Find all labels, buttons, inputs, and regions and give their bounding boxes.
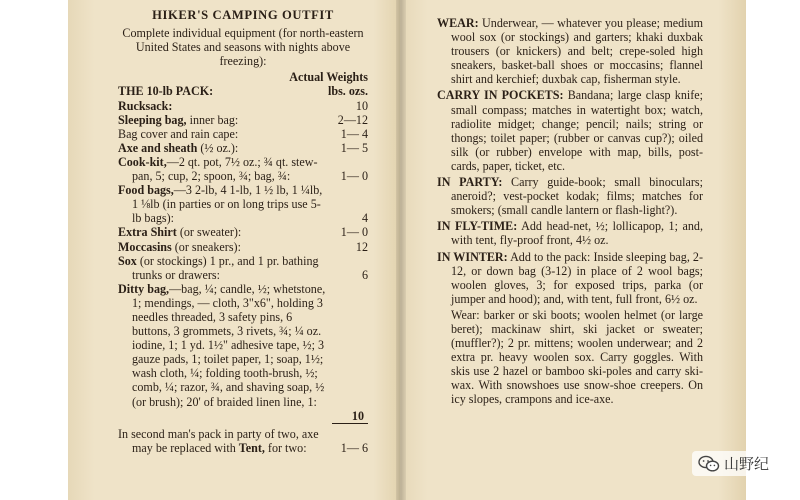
section-winter <box>437 250 703 306</box>
watermark <box>692 451 775 476</box>
wechat-icon <box>698 455 720 473</box>
item-text: (or sweater): <box>176 225 242 240</box>
item-name: Extra Shirt <box>118 225 177 240</box>
section-text: Add to the pack: Inside sleeping bag, 2-12, or down bag (3-12) in place of 2 wool bags; woolen gloves, 3; for exposed trips, parka (or jumper and hood); and, with tent, full front, 6½ oz. <box>451 249 703 306</box>
section-text: Underwear, — whatever you please; medium wool sox (or stockings) and garters; khaki duxbak trousers (or knickers) and belt; crepe-soled high sneakers, basket-ball shoes or moccasins; flannel shirt and kerchief; duxbak cap, fisherman style. <box>451 16 703 87</box>
item-weight: 6 <box>361 267 368 282</box>
section-heading: WEAR: <box>437 16 479 30</box>
tent-text: for two: <box>264 440 307 455</box>
section-wear <box>437 16 703 86</box>
list-item <box>118 113 368 127</box>
section-pockets <box>437 88 703 173</box>
list-item <box>118 127 368 141</box>
tent-name: Tent, <box>238 440 265 455</box>
list-item <box>118 141 368 155</box>
page-title: HIKER'S CAMPING OUTFIT <box>152 8 334 22</box>
section-heading: IN FLY-TIME: <box>437 219 518 234</box>
item-name: Sleeping bag, <box>118 112 187 127</box>
item-weight: 1— 0 <box>340 169 368 184</box>
second-man-note <box>118 427 368 455</box>
item-name: Axe and sheath <box>118 140 198 155</box>
item-text: (or sneakers): <box>171 239 241 254</box>
item-name: Moccasins <box>118 239 172 254</box>
item-text: —2 qt. pot, 7½ oz.; ¾ qt. stew-pan, 5; cup, 2; spoon, ¾; bag, ¾: <box>132 154 318 184</box>
list-item <box>118 240 368 254</box>
item-weight: 1— 0 <box>340 225 368 240</box>
item-name: Cook-kit, <box>118 154 167 169</box>
list-item <box>118 282 368 409</box>
pack-total-value: 10 <box>332 409 368 424</box>
section-fly-time <box>437 219 703 247</box>
item-text: inner bag: <box>186 112 239 127</box>
item-text: (½ oz.): <box>197 140 239 155</box>
list-item <box>118 225 368 239</box>
pack-header-row <box>118 84 368 98</box>
pack-header: THE 10-lb PACK: <box>118 84 214 99</box>
item-weight: 2—12 <box>337 112 368 127</box>
watermark-text: 山野纪 <box>724 455 770 473</box>
item-name: Sox <box>118 253 137 268</box>
section-text: Bandana; large clasp knife; small compass; matches in watertight box; watch, radiolite midget; change; pencil; nails; string or thongs; toilet paper; (rubber or canvas cup?); oiled silk (or rubber) envelope with map, bills, post-cards, paper, ticket, etc. <box>451 88 703 173</box>
actual-weights-heading: Actual Weights <box>289 70 368 85</box>
section-text: Add head-net, ½; lollicapop, 1; and, with tent, fly-proof front, 4½ oz. <box>451 219 703 248</box>
item-name: Rucksack: <box>118 98 173 113</box>
section-heading: CARRY IN POCKETS: <box>437 88 564 103</box>
list-item <box>118 254 368 282</box>
right-page-content <box>437 16 703 409</box>
item-weight: 1— 4 <box>340 126 368 141</box>
second-man-text: In second man's pack in party of two, axe may be replaced with <box>118 426 319 455</box>
pack-units: lbs. ozs. <box>328 84 368 99</box>
item-text: (or stockings) 1 pr., and 1 pr. bathing trunks or drawers: <box>132 253 319 282</box>
intro-text: Complete individual equipment (for north-eastern United States and seasons with nights above freezing): <box>122 26 364 69</box>
item-text: —bag, ¼; candle, ½; whetstone, 1; mendings, — cloth, 3"x6", holding 3 needles threaded, 3 safety pins, 6 buttons, 3 grommets, 3 rivets, ¾; ¼ oz. iodine, 1; 1 yd. 1½" adhesive tape, ½; 3 gauze pads, 1; toilet paper, 1; soap, 1½; wash cloth, ¼; folding tooth-brush, ½; comb, ¼; razor, ¾, and shaving soap, ½ (or brush); 20' of braided linen line, 1: <box>132 281 326 409</box>
section-heading: IN WINTER: <box>437 249 508 264</box>
pack-total <box>118 409 368 423</box>
winter-wear-text: Wear: barker or ski boots; woolen helmet (or large beret); mackinaw shirt, ski jacket or sweater; (muffler?); 2 pr. mittens; woolen underwear; and 2 extra pr. heavy woolen sox. Carry goggles. With skis use 2 hazel or bamboo ski-poles and carry ski-wax. With snowshoes use snow-shoe creepers. On icy slopes, crampons and ice-axe. <box>451 307 703 407</box>
item-name: Ditty bag, <box>118 281 170 296</box>
item-weight: 4 <box>361 211 368 226</box>
book-gutter <box>396 0 406 500</box>
list-item <box>118 155 368 183</box>
tent-weight: 1— 6 <box>340 440 368 455</box>
item-name: Food bags, <box>118 183 174 198</box>
item-weight: 12 <box>355 239 368 254</box>
left-page-content <box>118 8 368 455</box>
item-name: Bag cover and rain cape: <box>118 126 239 141</box>
section-text: Carry guide-book; small binoculars; aneroid?; vest-pocket kodak; films; matches for smokers; (small candle lantern or flash-light?). <box>451 175 703 218</box>
list-item <box>118 183 368 225</box>
item-weight: 1— 5 <box>340 140 368 155</box>
section-heading: IN PARTY: <box>437 175 503 190</box>
item-weight: 10 <box>355 98 368 113</box>
list-item <box>118 99 368 113</box>
item-text: —3 2-lb, 4 1-lb, 1 ½ lb, 1 ¼lb, 1 ⅛lb (in parties or on long trips use 5-lb bags): <box>132 183 323 226</box>
section-party <box>437 175 703 217</box>
